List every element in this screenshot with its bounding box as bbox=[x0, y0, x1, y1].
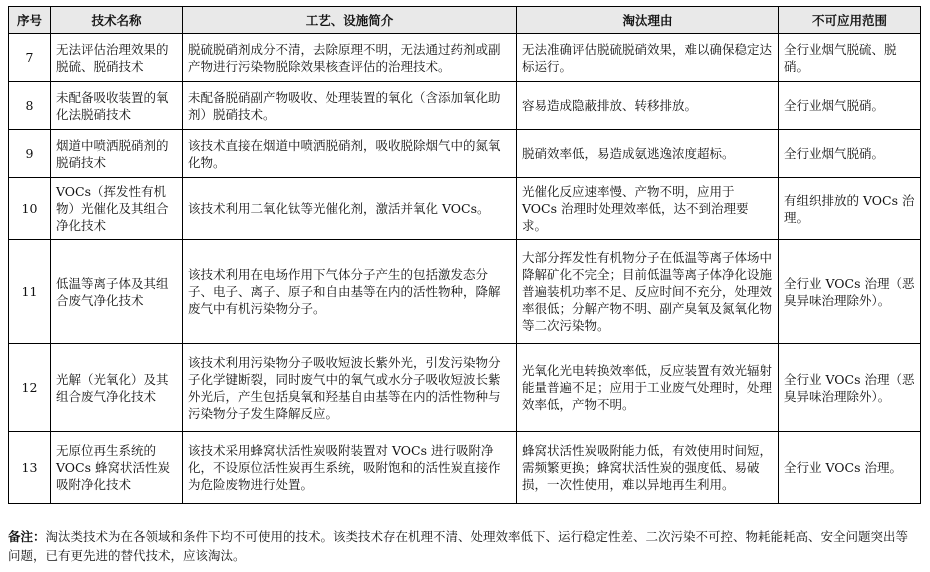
process-intro: 该技术利用在电场作用下气体分子产生的包括激发态分子、电子、离子、原子和自由基等在内的活性物种，降解废气中有机污染物分子。 bbox=[183, 240, 517, 344]
tech-name: 无原位再生系统的 VOCs 蜂窝状活性炭吸附净化技术 bbox=[51, 432, 183, 504]
process-intro: 该技术采用蜂窝状活性炭吸附装置对 VOCs 进行吸附净化，不设原位活性炭再生系统，吸附饱和的活性炭直接作为危险废物进行处置。 bbox=[183, 432, 517, 504]
table-header-row bbox=[9, 7, 921, 34]
table-row bbox=[9, 34, 921, 82]
tech-name: VOCs（挥发性有机物）光催化及其组合净化技术 bbox=[51, 178, 183, 240]
scope-text: 全行业烟气脱硝。 bbox=[779, 82, 921, 130]
scope-text: 全行业 VOCs 治理（恶臭异味治理除外）。 bbox=[779, 344, 921, 432]
reason-text: 光催化反应速率慢、产物不明，应用于 VOCs 治理时处理效率低，达不到治理要求。 bbox=[517, 178, 779, 240]
row-number: 13 bbox=[9, 432, 51, 504]
reason-text: 无法准确评估脱硫脱硝效果，难以确保稳定达标运行。 bbox=[517, 34, 779, 82]
reason-text: 大部分挥发性有机物分子在低温等离子体场中降解矿化不完全；目前低温等离子体净化设施普遍装机功率不足、反应时间不充分，处理效率很低；分解产物不明、副产臭氧及氮氧化物等二次污染物。 bbox=[517, 240, 779, 344]
tech-name: 低温等离子体及其组合废气净化技术 bbox=[51, 240, 183, 344]
table-row bbox=[9, 130, 921, 178]
reason-text: 脱硝效率低，易造成氨逃逸浓度超标。 bbox=[517, 130, 779, 178]
process-intro: 未配备脱硝副产物吸收、处理装置的氧化（含添加氧化助剂）脱硝技术。 bbox=[183, 82, 517, 130]
table-row bbox=[9, 432, 921, 504]
scope-text: 全行业烟气脱硝。 bbox=[779, 130, 921, 178]
tech-name: 烟道中喷洒脱硝剂的脱硝技术 bbox=[51, 130, 183, 178]
scope-text: 全行业 VOCs 治理（恶臭异味治理除外）。 bbox=[779, 240, 921, 344]
process-intro: 该技术直接在烟道中喷洒脱硝剂，吸收脱除烟气中的氮氧化物。 bbox=[183, 130, 517, 178]
technology-table bbox=[8, 6, 921, 504]
reason-text: 容易造成隐蔽排放、转移排放。 bbox=[517, 82, 779, 130]
row-number: 8 bbox=[9, 82, 51, 130]
tech-name: 无法评估治理效果的脱硫、脱硝技术 bbox=[51, 34, 183, 82]
footnote bbox=[8, 527, 920, 565]
header-reason: 淘汰理由 bbox=[517, 7, 779, 34]
row-number: 11 bbox=[9, 240, 51, 344]
tech-name: 未配备吸收装置的氧化法脱硝技术 bbox=[51, 82, 183, 130]
process-intro: 该技术利用污染物分子吸收短波长紫外光，引发污染物分子化学键断裂，同时废气中的氧气或水分子吸收短波长紫外光后，产生包括臭氧和羟基自由基等在内的活性物种与污染物分子发生降解反应。 bbox=[183, 344, 517, 432]
header-tech-name: 技术名称 bbox=[51, 7, 183, 34]
scope-text: 全行业烟气脱硫、脱硝。 bbox=[779, 34, 921, 82]
process-intro: 脱硫脱硝剂成分不清，去除原理不明，无法通过药剂或副产物进行污染物脱除效果核查评估的治理技术。 bbox=[183, 34, 517, 82]
header-scope: 不可应用范围 bbox=[779, 7, 921, 34]
table-row bbox=[9, 178, 921, 240]
row-number: 12 bbox=[9, 344, 51, 432]
table-row bbox=[9, 344, 921, 432]
reason-text: 蜂窝状活性炭吸附能力低，有效使用时间短，需频繁更换；蜂窝状活性炭的强度低、易破损，一次性使用，难以异地再生利用。 bbox=[517, 432, 779, 504]
row-number: 9 bbox=[9, 130, 51, 178]
footnote-text: 淘汰类技术为在各领域和条件下均不可使用的技术。该类技术存在机理不清、处理效率低下、运行稳定性差、二次污染不可控、物耗能耗高、安全问题突出等问题，已有更先进的替代技术，应该淘汰。 bbox=[8, 529, 909, 563]
row-number: 7 bbox=[9, 34, 51, 82]
header-process-intro: 工艺、设施简介 bbox=[183, 7, 517, 34]
process-intro: 该技术利用二氧化钛等光催化剂，激活并氧化 VOCs。 bbox=[183, 178, 517, 240]
row-number: 10 bbox=[9, 178, 51, 240]
footnote-label: 备注： bbox=[8, 529, 46, 544]
scope-text: 有组织排放的 VOCs 治理。 bbox=[779, 178, 921, 240]
scope-text: 全行业 VOCs 治理。 bbox=[779, 432, 921, 504]
header-number: 序号 bbox=[9, 7, 51, 34]
reason-text: 光氧化光电转换效率低，反应装置有效光辐射能量普遍不足；应用于工业废气处理时，处理效率低，产物不明。 bbox=[517, 344, 779, 432]
table-row bbox=[9, 240, 921, 344]
table-row bbox=[9, 82, 921, 130]
tech-name: 光解（光氧化）及其组合废气净化技术 bbox=[51, 344, 183, 432]
